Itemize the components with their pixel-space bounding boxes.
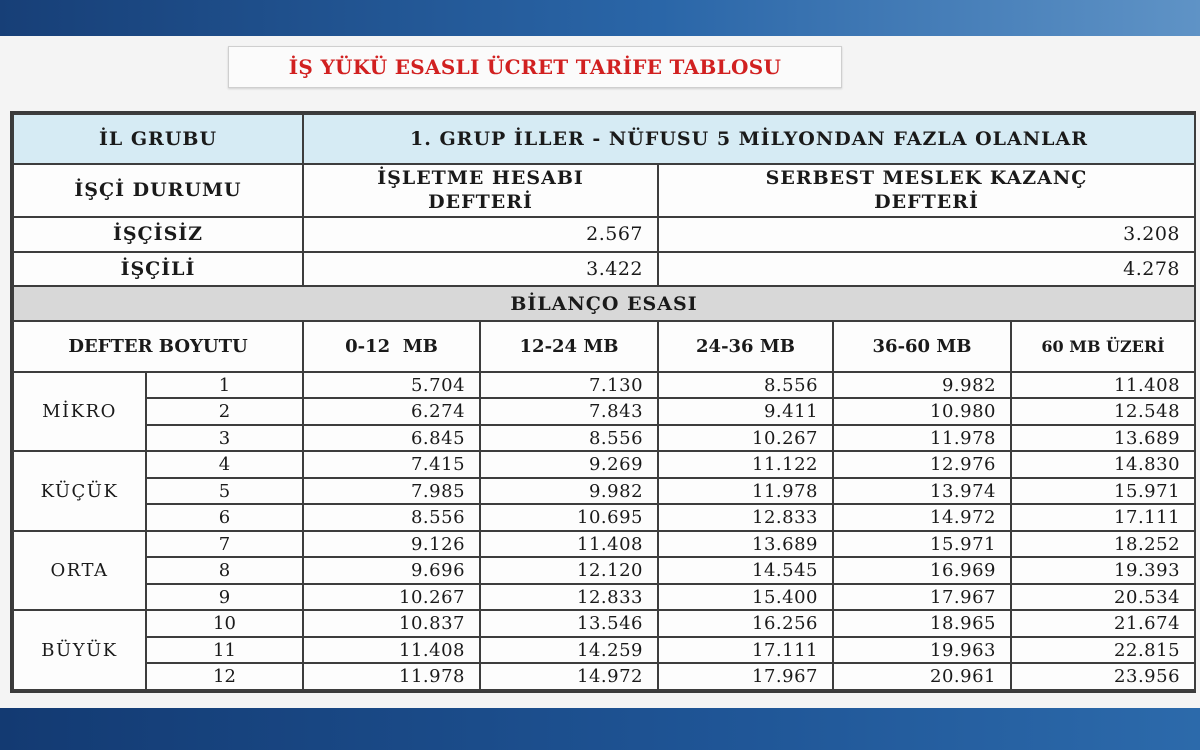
table-row: [13, 451, 1195, 478]
fee-value: 12.120: [480, 557, 658, 584]
il-grubu-value: 1. GRUP İLLER - NÜFUSU 5 MİLYONDAN FAZLA OLANLAR: [303, 114, 1195, 164]
table-row: [13, 663, 1195, 690]
fee-value: 14.972: [833, 504, 1011, 531]
fee-value: 9.126: [303, 531, 480, 558]
il-grubu-label: İL GRUBU: [13, 114, 303, 164]
table-row: [13, 372, 1195, 399]
row-index: 12: [146, 663, 303, 690]
fee-value: 11.408: [303, 637, 480, 664]
fee-value: 20.534: [1011, 584, 1195, 611]
fee-value: 22.815: [1011, 637, 1195, 664]
iscisiz-label: İŞÇİSİZ: [13, 217, 303, 252]
table-row: [13, 425, 1195, 452]
serbest-meslek-line2: DEFTERİ: [874, 191, 979, 214]
iscili-serbest-value: 4.278: [658, 252, 1195, 287]
fee-value: 15.971: [1011, 478, 1195, 505]
fee-value: 11.978: [303, 663, 480, 690]
fee-value: 16.969: [833, 557, 1011, 584]
fee-value: 12.976: [833, 451, 1011, 478]
fee-value: 13.689: [1011, 425, 1195, 452]
fee-value: 11.408: [1011, 372, 1195, 399]
group-name: MİKRO: [13, 372, 146, 452]
row-index: 9: [146, 584, 303, 611]
fee-value: 15.971: [833, 531, 1011, 558]
group-name: BÜYÜK: [13, 610, 146, 690]
fee-value: 21.674: [1011, 610, 1195, 637]
row-index: 6: [146, 504, 303, 531]
table-row: [13, 531, 1195, 558]
fee-value: 7.985: [303, 478, 480, 505]
title-box: [228, 46, 842, 88]
fee-value: 11.122: [658, 451, 833, 478]
size-header: 12-24 MB: [480, 321, 658, 372]
bilanco-esasi-header: BİLANÇO ESASI: [13, 286, 1195, 321]
background-top-band: [0, 0, 1200, 36]
fee-value: 17.967: [658, 663, 833, 690]
fee-value: 19.963: [833, 637, 1011, 664]
size-header: 60 MB ÜZERİ: [1011, 321, 1195, 372]
fee-value: 11.408: [480, 531, 658, 558]
fee-value: 14.972: [480, 663, 658, 690]
fee-value: 6.845: [303, 425, 480, 452]
fee-value: 8.556: [303, 504, 480, 531]
fee-value: 11.978: [658, 478, 833, 505]
fee-value: 19.393: [1011, 557, 1195, 584]
fee-value: 7.415: [303, 451, 480, 478]
isci-durumu-label: İŞÇİ DURUMU: [13, 164, 303, 217]
fee-value: 18.965: [833, 610, 1011, 637]
fee-value: 18.252: [1011, 531, 1195, 558]
table-row: [13, 637, 1195, 664]
tariff-table: [12, 113, 1196, 691]
fee-value: 8.556: [480, 425, 658, 452]
fee-value: 17.967: [833, 584, 1011, 611]
size-header: 36-60 MB: [833, 321, 1011, 372]
serbest-meslek-line1: SERBEST MESLEK KAZANÇ: [765, 167, 1088, 190]
size-header: 0-12 MB: [303, 321, 480, 372]
group-name: KÜÇÜK: [13, 451, 146, 531]
fee-value: 14.259: [480, 637, 658, 664]
row-index: 4: [146, 451, 303, 478]
isletme-hesabi-line1: İŞLETME HESABI: [377, 167, 584, 190]
size-header: 24-36 MB: [658, 321, 833, 372]
isletme-hesabi-line2: DEFTERİ: [428, 191, 533, 214]
defter-boyutu-label: DEFTER BOYUTU: [13, 321, 303, 372]
table-row: [13, 610, 1195, 637]
fee-value: 10.837: [303, 610, 480, 637]
fee-value: 7.130: [480, 372, 658, 399]
iscili-label: İŞÇİLİ: [13, 252, 303, 287]
fee-value: 9.696: [303, 557, 480, 584]
fee-value: 10.267: [658, 425, 833, 452]
row-index: 2: [146, 398, 303, 425]
fee-value: 14.830: [1011, 451, 1195, 478]
table-row: [13, 584, 1195, 611]
fee-value: 17.111: [1011, 504, 1195, 531]
fee-value: 10.980: [833, 398, 1011, 425]
fee-value: 6.274: [303, 398, 480, 425]
table-row: [13, 478, 1195, 505]
fee-value: 23.956: [1011, 663, 1195, 690]
fee-value: 9.411: [658, 398, 833, 425]
tariff-table-frame: [10, 111, 1196, 693]
fee-value: 9.982: [480, 478, 658, 505]
row-index: 1: [146, 372, 303, 399]
serbest-meslek-header: [658, 164, 1195, 217]
row-index: 8: [146, 557, 303, 584]
row-index: 10: [146, 610, 303, 637]
fee-value: 13.546: [480, 610, 658, 637]
tariff-groups: [13, 372, 1195, 690]
row-index: 3: [146, 425, 303, 452]
fee-value: 5.704: [303, 372, 480, 399]
fee-value: 16.256: [658, 610, 833, 637]
table-row: [13, 557, 1195, 584]
fee-value: 13.689: [658, 531, 833, 558]
fee-value: 9.269: [480, 451, 658, 478]
fee-value: 15.400: [658, 584, 833, 611]
fee-value: 10.267: [303, 584, 480, 611]
fee-value: 7.843: [480, 398, 658, 425]
fee-value: 13.974: [833, 478, 1011, 505]
table-row: [13, 504, 1195, 531]
fee-value: 12.833: [480, 584, 658, 611]
fee-value: 14.545: [658, 557, 833, 584]
row-index: 5: [146, 478, 303, 505]
fee-value: 10.695: [480, 504, 658, 531]
fee-value: 12.833: [658, 504, 833, 531]
group-name: ORTA: [13, 531, 146, 611]
iscili-isletme-value: 3.422: [303, 252, 658, 287]
iscisiz-isletme-value: 2.567: [303, 217, 658, 252]
fee-value: 9.982: [833, 372, 1011, 399]
page-title: İŞ YÜKÜ ESASLI ÜCRET TARİFE TABLOSU: [288, 55, 782, 79]
isletme-hesabi-header: [303, 164, 658, 217]
fee-value: 20.961: [833, 663, 1011, 690]
table-row: [13, 398, 1195, 425]
background-bottom-band: [0, 708, 1200, 750]
row-index: 7: [146, 531, 303, 558]
iscisiz-serbest-value: 3.208: [658, 217, 1195, 252]
fee-value: 11.978: [833, 425, 1011, 452]
fee-value: 17.111: [658, 637, 833, 664]
fee-value: 8.556: [658, 372, 833, 399]
row-index: 11: [146, 637, 303, 664]
fee-value: 12.548: [1011, 398, 1195, 425]
